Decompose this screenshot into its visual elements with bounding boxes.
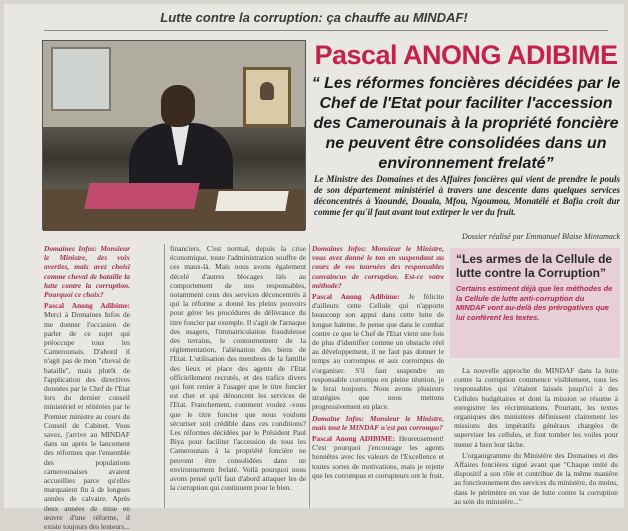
- column-3-answer: [312, 292, 444, 412]
- answer-lead: Pascal Anong ADIBIME:: [312, 434, 396, 444]
- answer-text: Je félicite d'ailleurs cette Cellule qui n'apporte beaucoup son appui dans cette lutte de longue haleine. Je pense que dans le combat contre ce que le Chef de l'Etat vient une fois de plus d'identifier comme un obstacle réel au développement, il ne faut pas donner le temps au corrompus et aux corrompus de s'organiser. S'il faut suspendre un responsable corrompu en pleine réunion, je le ferai toujours. Nous avons plusieurs stratégies que nous mettons progressivement en place.: [312, 292, 444, 412]
- photo-folder: [84, 183, 200, 209]
- article-subject-name: Pascal ANONG ADIBIME: [314, 40, 618, 70]
- article-headline: “ Les réformes foncières décidées par le Chef de l'Etat pour faciliter l'accession des Camerounais à la propriété foncière ne peuvent être consolidées dans un environnement frelaté”: [311, 75, 621, 172]
- sidebar-title: “Les armes de la Cellule de lutte contre la Corruption”: [456, 252, 613, 280]
- answer-text: Merci à Domaines Infos de me donner l'occasion de parler de ce sujet qui préoccupe tous les Camerounais. D'abord il n'agit pas de mon "cheval de bataille", mais plutôt de l'application des directives données par le Chef de l'Etat lors du dernier conseil ministériel et réitérées par le Premier ministre au cours du Conseil de Cabinet. Vous savez, j'arrive au MINDAF dans un après le lancement des réformes que l'ensemble des populations camerounaises avaient accueillies parce qu'elles marquaient fin à de longues années de calvaire. Après deux années de mise en œuvre d'une réforme, il existe toujours des lenteurs...: [44, 310, 130, 531]
- sidebar-intro: Certains estiment déjà que les méthodes de la Cellule de lutte anti-corruption du MINDAF vont au-delà des prérogatives que lui confèrent les textes.: [456, 284, 613, 322]
- photo-papers: [215, 191, 289, 211]
- sidebar-paragraph: L'organigramme du Ministère des Domaines et des Affaires foncières signé avant que "Chaque unité du dispositif a son rôle et contribue de la même manière au fonctionnement des services du ministère, du moins, dans le périmètre en vue de lutte contre la corruption au sein du ministère...": [454, 450, 618, 506]
- photo-portrait-frame: [243, 67, 291, 127]
- question-text: Domaine Infos: Monsieur le Ministre, mais tout le MINDAF n'est pas corrompu?: [312, 413, 444, 432]
- question-text: Domaines Infos: Monsieur le Ministre, vous avez donné le ton en suspendant au cours de vos tournées des responsables convaincus de corruption. Est-ce votre méthode?: [312, 244, 444, 290]
- answer-lead: Pascal Anong Adibime:: [44, 301, 130, 311]
- paragraph-text: financiers. C'est normal, depuis la crise économique, toute l'administration souffre de ces maux-là. Mais nous avons également décelé d'autres blocages liés au comportement de nos responsables, notamment ceux des services déconcentrés à qui la réforme a donné les pleins pouvoirs pour gérer les procédures de délivrance du titre foncier par exemple. Il s'agit de l'arnaque des usagers, l'immatriculation frauduleuse des terrains, le contournement de la réglementation, l'aliénation des biens de l'Etat. L'utilisation des membres de la famille des lieux et place des agents de l'Etat officiellement recrutés, et des trafics divers qui font renier à l'usager que le titre foncier est cher et qui dénoncent les services de l'Etat. Franchement, comment voulez -vous que le titre foncier que nous voulons sécuriser soit crédible dans ces conditions? Les réformes décidées par le Président Paul Biya pour faciliter l'accession de tous les Camerounais à la propriété foncière ne peuvent être consolidées dans un environnement frelaté. Voilà pourquoi nous avons pensé qu'il faut d'abord attaquer les de la corruption qui continuent pour le bien.: [170, 244, 306, 493]
- column-3-answer: [312, 434, 444, 480]
- sidebar-box: [450, 248, 620, 358]
- article-byline: Dossier réalisé par Emmanuel Blaise Mintamack: [462, 232, 620, 241]
- column-3: [312, 244, 444, 508]
- column-1: [44, 244, 130, 531]
- newspaper-page: [4, 4, 624, 531]
- column-2: [170, 244, 306, 508]
- column-divider: [164, 244, 165, 508]
- photo-man-head: [161, 85, 195, 127]
- column-3-question: [312, 414, 444, 432]
- column-1-answer: [44, 301, 130, 531]
- column-divider: [309, 244, 310, 508]
- sidebar-body: [454, 366, 618, 508]
- sidebar-paragraph: La nouvelle approche du MINDAF dans la lutte contre la corruption commence visiblement, tous les responsables qui s'étaient laissés jusqu'ici à des Cellules budgétaires et dont la mission se résume à enregistrer les récriminations. Pourtant, les textes organiques des ministères définissent clairement les missions des impératifs généraux chargées de superviser les cellules, et font tomber les voiles pour mener à bien leur tâche.: [454, 366, 618, 449]
- article-chapeau: Le Ministre des Domaines et des Affaires foncières qui vient de prendre le pouls de son département ministériel à travers une descente dans quelques services déconcentrés à Yaoundé, Douala, Mfou, Ngoumou, Monatélé et Bafia croit dur comme fer qu'il faut avant tout extirper le ver du fruit.: [314, 174, 620, 217]
- column-3-question: [312, 244, 444, 290]
- running-head: Lutte contre la corruption: ça chauffe au MINDAF!: [160, 10, 468, 25]
- answer-lead: Pascal Anong Adibime:: [312, 292, 400, 302]
- article-photo: [42, 40, 306, 230]
- header-rule: [44, 30, 608, 31]
- question-text: Domaines Infos: Monsieur le Ministre, des voix averties, mais avez choisi comme cheval de bataille la lutte contre la corruption. Pourquoi ce choix?: [44, 244, 130, 300]
- answer-text: Heureusement! C'est pourquoi j'encourage les agents honnêtes avec les valeurs de l'Excellence et toutes sortes de motivations, mais je rejette que les corrompus et corrupteurs ont le fruit.: [312, 434, 444, 480]
- column-1-question: [44, 244, 130, 299]
- photo-window: [51, 47, 111, 111]
- column-2-paragraph: [170, 244, 306, 492]
